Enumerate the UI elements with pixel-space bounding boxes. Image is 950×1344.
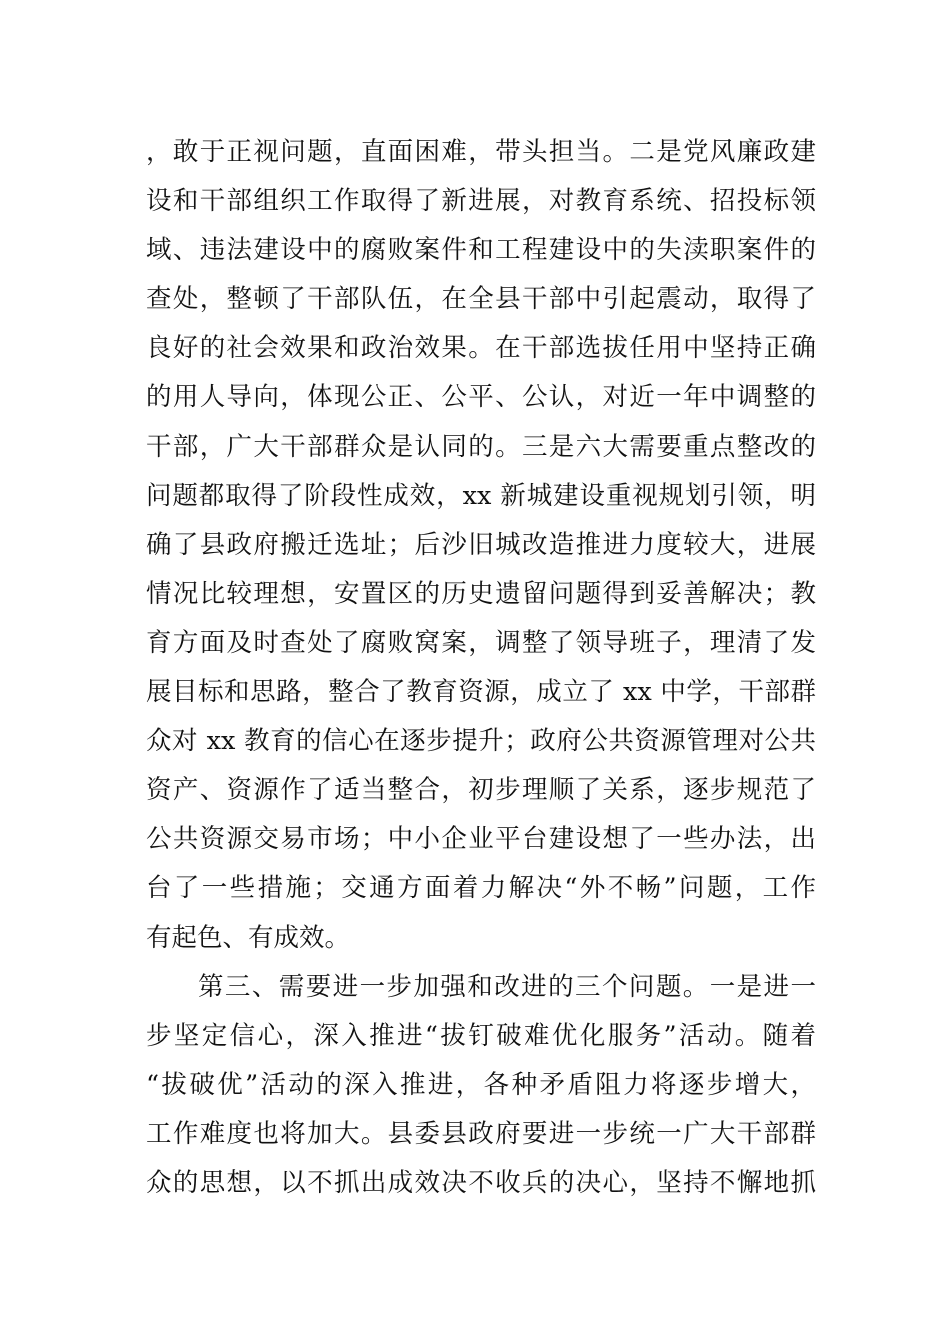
paragraph-line: 的用人导向，体现公正、公平、公认，对近一年中调整的 xyxy=(146,382,816,413)
paragraph-line: 设和干部组织工作取得了新进展，对教育系统、招投标领 xyxy=(146,186,816,217)
paragraph-line: 展目标和思路，整合了教育资源，成立了 xx 中学，干部群 xyxy=(146,677,816,708)
document-body xyxy=(146,128,816,1208)
paragraph-line: 查处，整顿了干部队伍，在全县干部中引起震动，取得了 xyxy=(146,284,816,315)
paragraph-line: 问题都取得了阶段性成效，xx 新城建设重视规划引领，明 xyxy=(146,480,816,511)
paragraph-line: 工作难度也将加大。县委县政府要进一步统一广大干部群 xyxy=(146,1118,816,1149)
paragraph-line: 众的思想，以不抓出成效决不收兵的决心，坚持不懈地抓 xyxy=(146,1167,816,1198)
paragraph-line: 众对 xx 教育的信心在逐步提升；政府公共资源管理对公共 xyxy=(146,726,816,757)
paragraph-line: “拔破优”活动的深入推进，各种矛盾阻力将逐步增大， xyxy=(146,1069,816,1100)
paragraph-line: 第三、需要进一步加强和改进的三个问题。一是进一 xyxy=(198,971,816,1002)
paragraph-line: 干部，广大干部群众是认同的。三是六大需要重点整改的 xyxy=(146,431,816,462)
paragraph-line: 资产、资源作了适当整合，初步理顺了关系，逐步规范了 xyxy=(146,775,816,806)
paragraph-line: ，敢于正视问题，直面困难，带头担当。二是党风廉政建 xyxy=(146,137,816,167)
paragraph-line: 有起色、有成效。 xyxy=(146,922,351,953)
paragraph-line: 公共资源交易市场；中小企业平台建设想了一些办法，出 xyxy=(146,824,816,855)
paragraph-line: 步坚定信心，深入推进“拔钉破难优化服务”活动。随着 xyxy=(146,1020,816,1051)
paragraph-line: 情况比较理想，安置区的历史遗留问题得到妥善解决；教 xyxy=(146,578,816,609)
paragraph-line: 育方面及时查处了腐败窝案，调整了领导班子，理清了发 xyxy=(146,627,816,658)
paragraph-line: 域、违法建设中的腐败案件和工程建设中的失渎职案件的 xyxy=(146,235,816,266)
paragraph-line: 台了一些措施；交通方面着力解决“外不畅”问题，工作 xyxy=(146,873,816,904)
paragraph-line: 确了县政府搬迁选址；后沙旧城改造推进力度较大，进展 xyxy=(146,529,816,560)
paragraph-line: 良好的社会效果和政治效果。在干部选拔任用中坚持正确 xyxy=(146,333,816,364)
